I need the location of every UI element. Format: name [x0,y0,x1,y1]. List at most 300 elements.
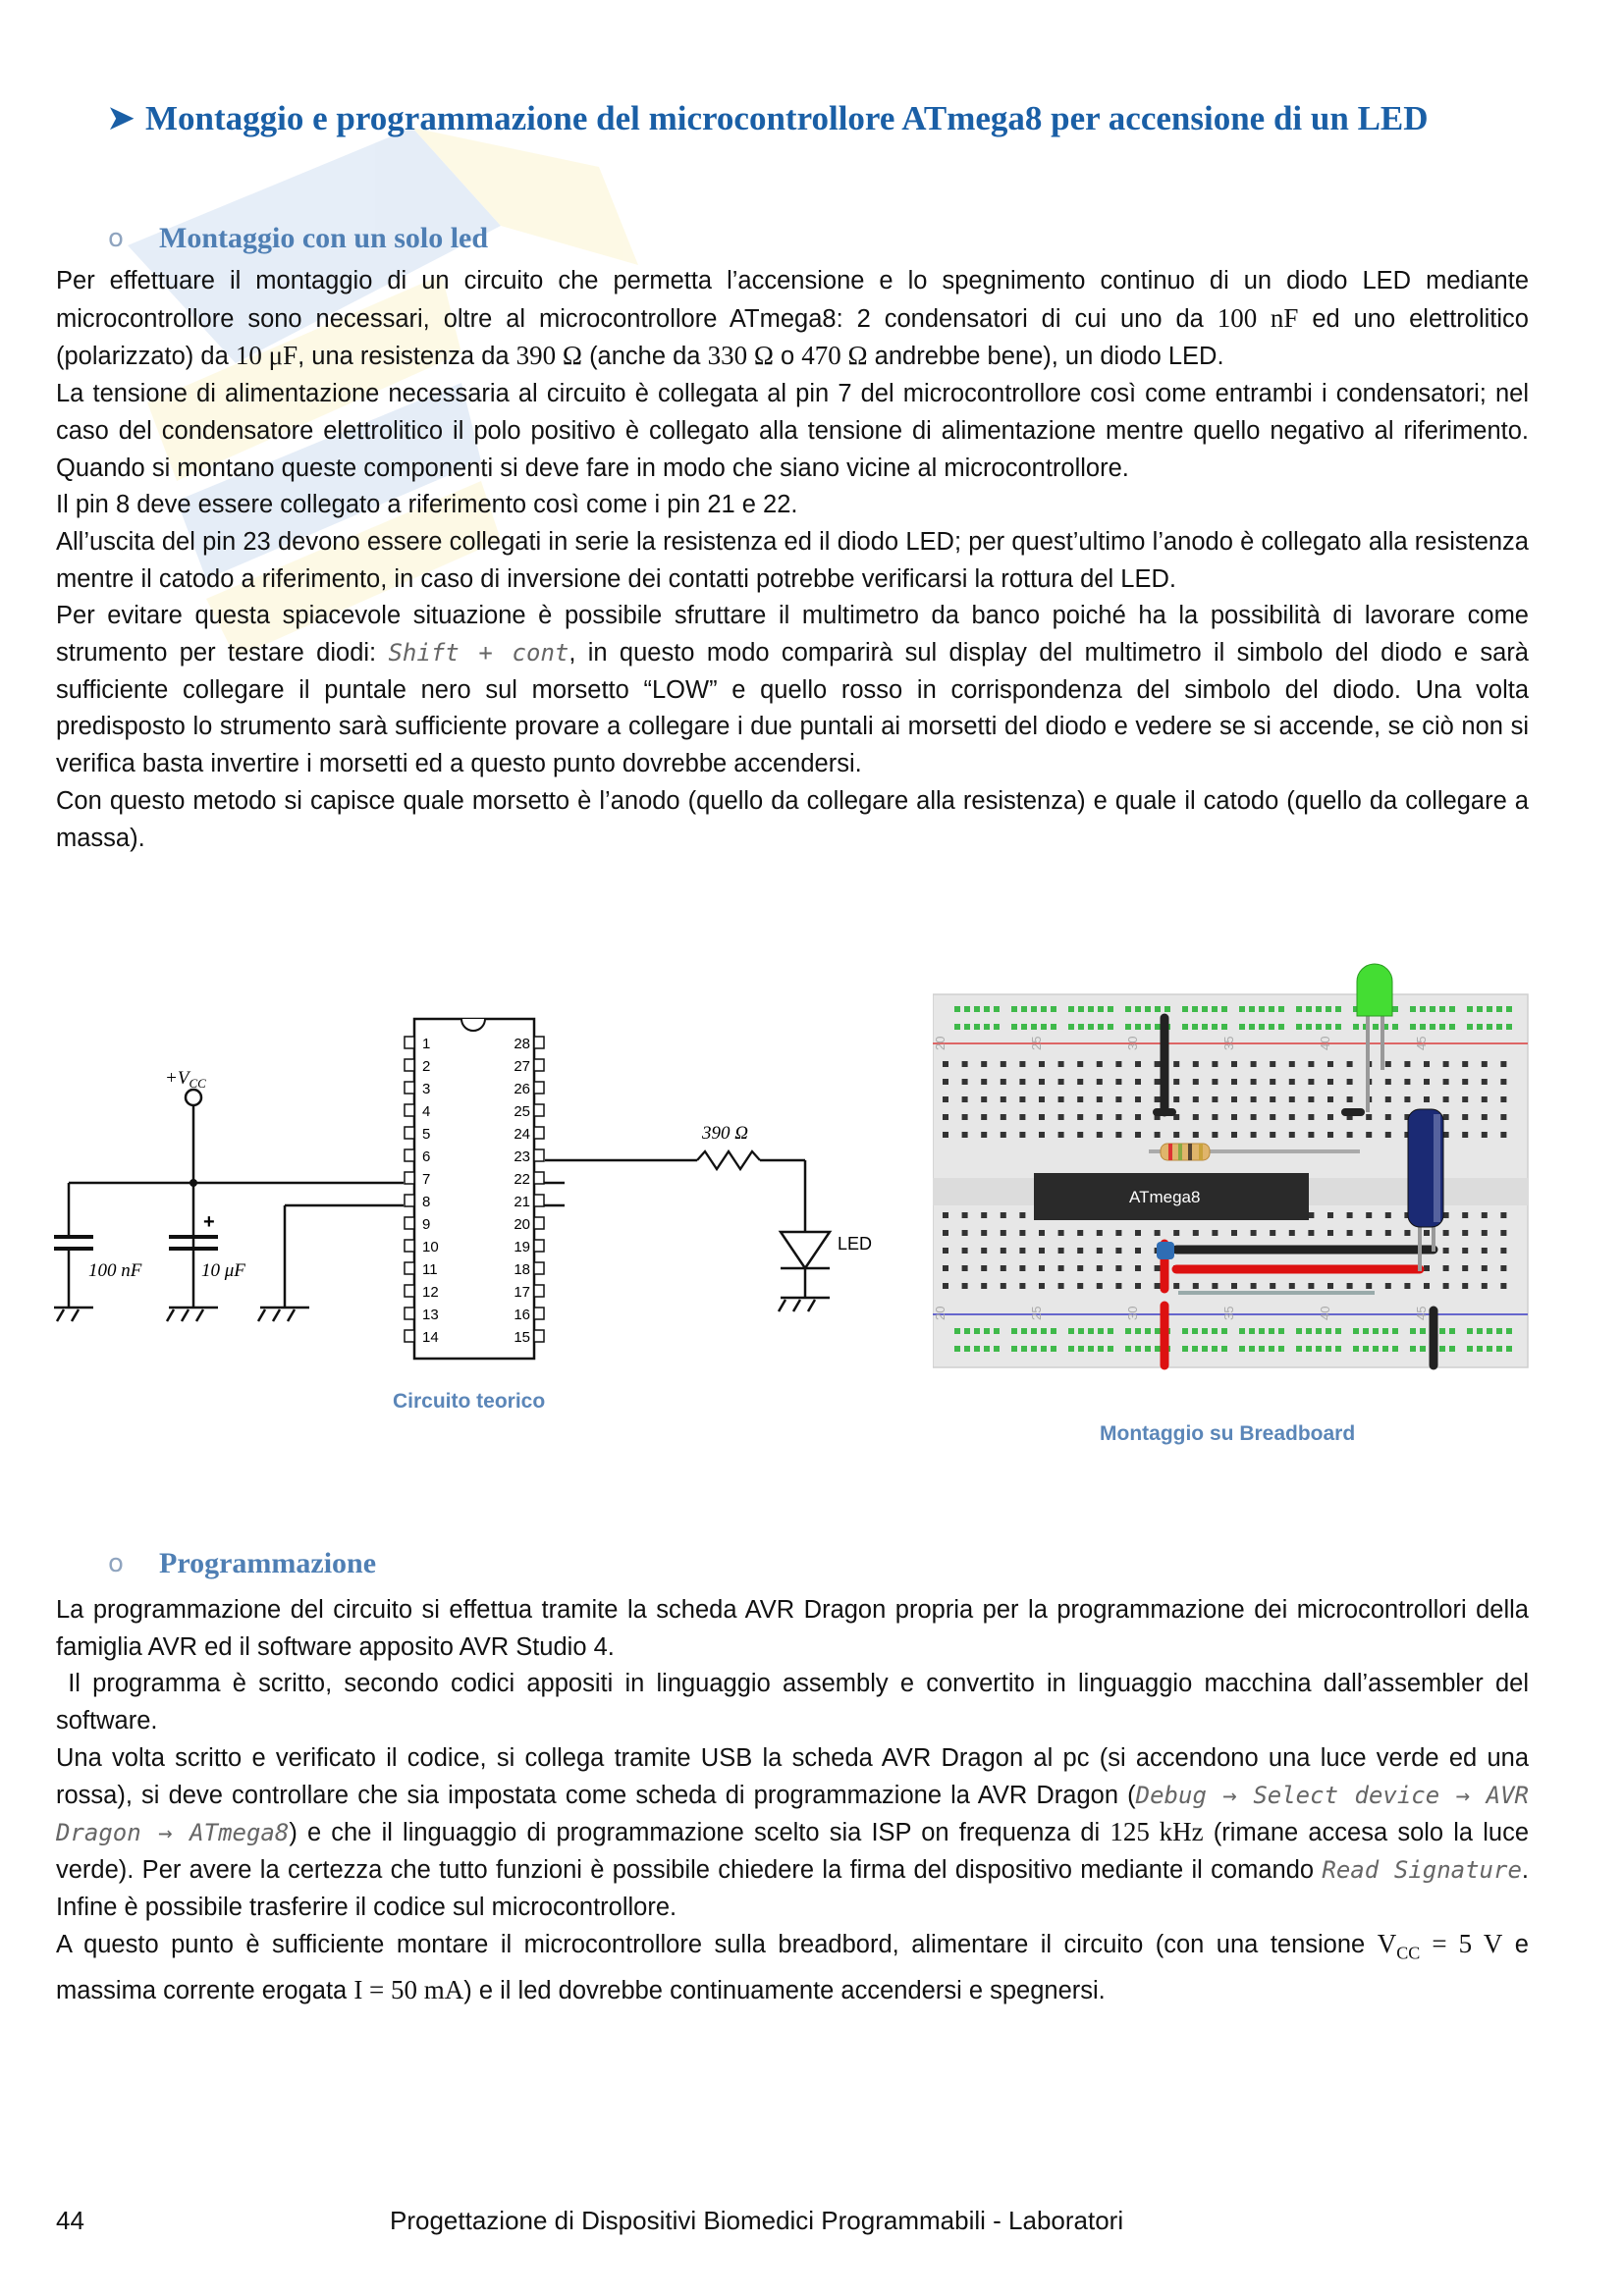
breadboard-hole [1221,1346,1227,1352]
breadboard-hole [1327,1132,1333,1138]
breadboard-hole [1251,1114,1257,1120]
pin-number: 5 [422,1126,431,1143]
breadboard-hole [1077,1230,1083,1236]
breadboard-hole [984,1006,990,1012]
breadboard-hole [1011,1024,1017,1030]
breadboard-hole [1327,1230,1333,1236]
breadboard-hole [962,1061,968,1067]
breadboard-hole [981,1212,987,1218]
breadboard-hole [1424,1265,1430,1271]
text: , in questo modo comparirà sul display del multimetro il simbolo del diodo e sarà sufficiente collegare il puntale nero sul morsetto “LOW” e quello rosso in corrispondenza del simbolo del diodo. Una volta predisposto lo strumento sarà sufficiente provare a collegare i due puntali ai morsetti del diodo e vedere se si accende, se ciò non si verifica basta invertire i morsetti ed a questo punto dovrebbe accendersi. [56,639,1529,778]
breadboard-hole [1051,1024,1056,1030]
breadboard-hole [1410,1006,1416,1012]
breadboard-hole [1439,1024,1445,1030]
breadboard-hole [1467,1346,1473,1352]
breadboard-hole [1410,1024,1416,1030]
breadboard-hole [1068,1024,1074,1030]
breadboard-hole [1058,1061,1064,1067]
breadboard-hole [1385,1132,1391,1138]
breadboard-hole [1439,1328,1445,1334]
breadboard-hole [974,1328,980,1334]
breadboard-hole [1270,1114,1275,1120]
breadboard-hole [1289,1114,1295,1120]
breadboard-hole [1115,1283,1121,1289]
breadboard-hole [1462,1212,1468,1218]
pin-number: 2 [422,1058,431,1075]
breadboard-hole [964,1024,970,1030]
breadboard-hole [1182,1346,1188,1352]
breadboard-hole [954,1024,960,1030]
breadboard-hole [1078,1346,1084,1352]
breadboard-hole [1039,1230,1045,1236]
vcc-terminal [186,1090,201,1105]
breadboard-hole [981,1079,987,1085]
breadboard-hole [1462,1114,1468,1120]
breadboard-hole [1482,1230,1488,1236]
breadboard-hole [1039,1248,1045,1254]
breadboard-hole [1482,1079,1488,1085]
breadboard-hole [1335,1346,1341,1352]
breadboard-hole [1296,1024,1302,1030]
breadboard-hole [1115,1248,1121,1254]
breadboard-hole [1430,1024,1435,1030]
breadboard-hole [1125,1346,1131,1352]
paragraph [56,598,1529,783]
breadboard-hole [1385,1061,1391,1067]
breadboard-hole [1088,1024,1094,1030]
pin-number: 7 [422,1171,431,1188]
breadboard-hole [962,1212,968,1218]
breadboard-hole [1077,1114,1083,1120]
breadboard-hole [1097,1248,1103,1254]
breadboard-hole [1496,1024,1502,1030]
breadboard-hole [1145,1346,1151,1352]
breadboard-hole [962,1265,968,1271]
breadboard-hole [1326,1006,1331,1012]
breadboard-hole [1041,1006,1047,1012]
breadboard-hole [1098,1006,1104,1012]
breadboard-hole [1270,1283,1275,1289]
breadboard-hole [1019,1061,1025,1067]
breadboard-hole [1443,1061,1449,1067]
breadboard-hole [1173,1061,1179,1067]
pin-number: 14 [422,1329,439,1346]
breadboard-hole [1193,1132,1199,1138]
breadboard-hole [1449,1328,1455,1334]
breadboard-hole [1382,1346,1388,1352]
breadboard-hole [1385,1212,1391,1218]
breadboard-hole [943,1283,948,1289]
main-heading [106,94,1540,143]
breadboard-hole [1487,1024,1492,1030]
breadboard-hole [1098,1346,1104,1352]
breadboard-hole [1098,1024,1104,1030]
breadboard-hole [1449,1006,1455,1012]
breadboard-hole [1482,1114,1488,1120]
green-led [1357,964,1392,1016]
code-text: Debug → Select device → AVR Dragon → ATmega8 [56,1781,1529,1847]
breadboard-hole [1212,1061,1218,1067]
breadboard-hole [1289,1079,1295,1085]
breadboard-hole [1482,1096,1488,1102]
breadboard-hole [1058,1114,1064,1120]
breadboard-hole [1021,1328,1027,1334]
breadboard-hole [954,1006,960,1012]
breadboard-hole [1500,1114,1506,1120]
breadboard-hole [1326,1346,1331,1352]
breadboard-hole [1439,1346,1445,1352]
breadboard-hole [1289,1132,1295,1138]
breadboard-hole [1251,1283,1257,1289]
breadboard-hole [1392,1346,1398,1352]
breadboard-hole [1477,1006,1483,1012]
breadboard-hole [1443,1248,1449,1254]
breadboard-hole [1462,1283,1468,1289]
breadboard-hole [1249,1024,1255,1030]
breadboard-hole [943,1230,948,1236]
breadboard-hole [1327,1283,1333,1289]
breadboard-hole [962,1114,968,1120]
pin-left [405,1308,414,1319]
column-number: 40 [1318,1306,1332,1320]
breadboard-hole [1001,1079,1006,1085]
breadboard-hole [1487,1346,1492,1352]
c1-label: 100 nF [88,1260,142,1281]
breadboard-hole [964,1006,970,1012]
breadboard-hole [1031,1328,1037,1334]
breadboard-hole [943,1061,948,1067]
breadboard-hole [1278,1346,1284,1352]
breadboard-hole [1155,1328,1161,1334]
column-number: 30 [1125,1036,1140,1050]
breadboard-hole [1249,1346,1255,1352]
breadboard-hole [1212,1024,1218,1030]
breadboard-hole [1482,1132,1488,1138]
breadboard-hole [1011,1328,1017,1334]
breadboard-hole [1021,1346,1027,1352]
breadboard-hole [1019,1230,1025,1236]
pin-right [534,1195,544,1206]
c2-label: 10 μF [201,1260,245,1281]
breadboard-hole [1270,1230,1275,1236]
value: 125 kHz [1110,1817,1204,1847]
breadboard-hole [1182,1024,1188,1030]
breadboard-hole [1270,1096,1275,1102]
text: Per effettuare il montaggio di un circuito che permetta l’accensione e lo spegnimento continuo di un diodo LED mediante microcontrollore sono necessari, oltre al microcontrollore ATmega8: 2 condensatori di cui uno da [56,267,1529,333]
breadboard-hole [1193,1061,1199,1067]
breadboard-hole [981,1114,987,1120]
breadboard-hole [1251,1230,1257,1236]
section-title: Montaggio con un solo led [159,222,489,254]
breadboard-hole [1019,1212,1025,1218]
breadboard-hole [1477,1346,1483,1352]
breadboard-hole [1443,1230,1449,1236]
breadboard-hole [1097,1230,1103,1236]
paragraph [56,263,1529,376]
breadboard-hole [1353,1346,1359,1352]
circuit-caption: Circuito teorico [393,1390,546,1413]
breadboard-hole [1347,1132,1353,1138]
breadboard-hole [1019,1079,1025,1085]
paragraph [56,1926,1529,2010]
breadboard-hole [1077,1096,1083,1102]
breadboard-hole [1231,1114,1237,1120]
breadboard-hole [1108,1328,1113,1334]
breadboard-hole [1269,1024,1274,1030]
breadboard-hole [1420,1006,1426,1012]
text: ) e che il linguaggio di programmazione scelto sia ISP on frequenza di [289,1819,1110,1847]
breadboard-hole [1115,1265,1121,1271]
breadboard-hole [974,1024,980,1030]
breadboard-hole [1001,1265,1006,1271]
breadboard-hole [1078,1328,1084,1334]
breadboard-hole [1192,1006,1198,1012]
paragraph: La programmazione del circuito si effettua tramite la scheda AVR Dragon propria per la programmazione dei microcontrollori della famiglia AVR ed il software apposito AVR Studio 4. [56,1596,1529,1661]
pin-number: 10 [422,1239,439,1255]
pin-number: 16 [514,1307,530,1323]
breadboard-hole [1145,1006,1151,1012]
breadboard-hole [1031,1346,1037,1352]
breadboard-hole [1420,1024,1426,1030]
breadboard-hole [1058,1265,1064,1271]
breadboard-hole [984,1328,990,1334]
breadboard-hole [1366,1114,1372,1120]
breadboard-hole [1259,1024,1265,1030]
breadboard-hole [1039,1061,1045,1067]
breadboard-hole [1449,1346,1455,1352]
breadboard-hole [1373,1346,1379,1352]
pin-left [405,1104,414,1116]
breadboard-hole [974,1346,980,1352]
pin-number: 25 [514,1103,530,1120]
breadboard-hole [1462,1248,1468,1254]
breadboard-hole [964,1346,970,1352]
breadboard-hole [1506,1346,1512,1352]
pin-left [405,1195,414,1206]
breadboard-hole [1193,1096,1199,1102]
breadboard-hole [1500,1248,1506,1254]
breadboard-hole [1366,1283,1372,1289]
pin-number: 23 [514,1148,530,1165]
breadboard-hole [943,1079,948,1085]
pin-number: 19 [514,1239,530,1255]
breadboard-hole [1135,1114,1141,1120]
pin-right [534,1149,544,1161]
breadboard-hole [1202,1328,1208,1334]
text: . Infine è possibile trasferire il codice sul microcontrollore. [56,1855,1529,1921]
breadboard-hole [1097,1114,1103,1120]
breadboard-hole [1041,1328,1047,1334]
pin-left [405,1059,414,1071]
breadboard-hole [1270,1132,1275,1138]
pin-number: 18 [514,1261,530,1278]
breadboard-hole [1097,1132,1103,1138]
column-number: 20 [933,1306,947,1320]
breadboard-hole [1496,1346,1502,1352]
column-number: 25 [1029,1306,1044,1320]
breadboard-hole [943,1212,948,1218]
breadboard-hole [1164,1006,1170,1012]
breadboard-hole [1506,1024,1512,1030]
breadboard-hole [1487,1328,1492,1334]
pin-number: 27 [514,1058,530,1075]
breadboard-hole [1443,1096,1449,1102]
breadboard-hole [1212,1230,1218,1236]
breadboard-hole [1135,1230,1141,1236]
breadboard-hole [1420,1346,1426,1352]
chip-label: ATmega8 [1129,1188,1201,1206]
breadboard-hole [962,1230,968,1236]
pin-right [534,1104,544,1116]
circle-bullet-icon: o [108,1549,124,1578]
breadboard-hole [1500,1096,1506,1102]
breadboard-hole [1202,1024,1208,1030]
pin-left [405,1330,414,1342]
breadboard-hole [1327,1079,1333,1085]
breadboard-hole [1462,1265,1468,1271]
breadboard-hole [1019,1283,1025,1289]
breadboard-hole [1135,1024,1141,1030]
breadboard-hole [1001,1132,1006,1138]
breadboard-hole [1251,1061,1257,1067]
circle-bullet-icon: o [108,224,124,253]
breadboard-hole [1058,1096,1064,1102]
breadboard-hole [1155,1096,1161,1102]
breadboard-hole [1001,1212,1006,1218]
text: ) e il led dovrebbe continuamente accendersi e spegnersi. [463,1977,1106,2005]
breadboard-hole [981,1061,987,1067]
breadboard-hole [1239,1328,1245,1334]
breadboard-hole [1125,1024,1131,1030]
breadboard-hole [1041,1024,1047,1030]
breadboard-hole [1001,1061,1006,1067]
pin-number: 21 [514,1194,530,1210]
pin-number: 26 [514,1081,530,1097]
breadboard-hole [1058,1079,1064,1085]
page-number: 44 [56,2206,84,2235]
breadboard-hole [1385,1096,1391,1102]
breadboard-hole [1221,1006,1227,1012]
breadboard-hole [1385,1114,1391,1120]
pin-number: 28 [514,1036,530,1052]
paragraph: All’uscita del pin 23 devono essere collegati in serie la resistenza ed il diodo LED; per quest’ultimo l’anodo è collegato alla resistenza mentre il catodo a riferimento, in caso di inversione dei contatti potrebbe verificarsi la rottura del LED. [56,527,1529,593]
pin-number: 8 [422,1194,431,1210]
pin-left [405,1149,414,1161]
breadboard-hole [1392,1024,1398,1030]
breadboard-hole [1145,1024,1151,1030]
footer-title: Progettazione di Dispositivi Biomedici Programmabili - Laboratori [390,2206,1124,2235]
breadboard-hole [1077,1248,1083,1254]
breadboard-hole [1097,1079,1103,1085]
breadboard-hole [994,1006,1000,1012]
breadboard-hole [962,1079,968,1085]
breadboard-hole [1231,1061,1237,1067]
breadboard-hole [1039,1096,1045,1102]
breadboard-hole [1347,1283,1353,1289]
breadboard-hole [1182,1328,1188,1334]
breadboard-hole [1424,1061,1430,1067]
breadboard-hole [1088,1006,1094,1012]
breadboard-hole [1077,1283,1083,1289]
breadboard-hole [1424,1230,1430,1236]
breadboard-hole [943,1132,948,1138]
resistor-label: 390 Ω [702,1123,748,1144]
text: A questo punto è sufficiente montare il microcontrollore sulla breadbord, alimentare il circuito (con una tensione [56,1931,1378,1959]
breadboard-hole [1289,1096,1295,1102]
column-number: 35 [1221,1306,1236,1320]
text: (rimane accesa solo la luce verde). Per avere la certezza che tutto funzioni è possibile chiedere la firma del dispositivo mediante il comando [56,1819,1530,1884]
breadboard-hole [1021,1006,1027,1012]
breadboard-hole [1173,1132,1179,1138]
breadboard-hole [1078,1006,1084,1012]
breadboard-hole [1308,1230,1314,1236]
breadboard-hole [1500,1230,1506,1236]
pin-number: 11 [422,1261,438,1278]
breadboard-hole [1424,1096,1430,1102]
breadboard-hole [1108,1346,1113,1352]
breadboard-hole [1135,1328,1141,1334]
breadboard-hole [1077,1265,1083,1271]
breadboard-hole [1135,1283,1141,1289]
breadboard-hole [1088,1328,1094,1334]
pin-number: 13 [422,1307,439,1323]
breadboard-hole [1182,1006,1188,1012]
breadboard-hole [1327,1114,1333,1120]
breadboard-hole [1404,1096,1410,1102]
breadboard-hole [1135,1079,1141,1085]
breadboard-hole [1041,1346,1047,1352]
breadboard-hole [1296,1006,1302,1012]
breadboard-hole [943,1096,948,1102]
breadboard-hole [1193,1283,1199,1289]
breadboard-hole [981,1265,987,1271]
breadboard-hole [962,1283,968,1289]
breadboard-hole [1173,1079,1179,1085]
breadboard-hole [1145,1328,1151,1334]
breadboard-hole [1212,1283,1218,1289]
breadboard-hole [1496,1328,1502,1334]
pin-right [534,1240,544,1252]
breadboard-hole [1259,1346,1265,1352]
breadboard-hole [1192,1024,1198,1030]
column-number: 45 [1414,1036,1429,1050]
section2-body [56,1592,1537,2010]
pin-right [534,1059,544,1071]
breadboard-hole [1251,1079,1257,1085]
breadboard-hole [1039,1079,1045,1085]
breadboard-hole [974,1006,980,1012]
breadboard-hole [1097,1061,1103,1067]
breadboard-hole [1097,1096,1103,1102]
breadboard-hole [1477,1024,1483,1030]
breadboard-hole [1019,1265,1025,1271]
breadboard-hole [1155,1132,1161,1138]
breadboard-hole [1482,1061,1488,1067]
breadboard-hole [1385,1079,1391,1085]
breadboard-hole [1173,1096,1179,1102]
pin-left [405,1240,414,1252]
breadboard-hole [1077,1079,1083,1085]
breadboard-hole [943,1114,948,1120]
breadboard-hole [1212,1132,1218,1138]
breadboard-hole [1108,1024,1113,1030]
breadboard-hole [1249,1006,1255,1012]
breadboard-hole [1115,1132,1121,1138]
breadboard-hole [1316,1346,1322,1352]
breadboard-hole [1251,1096,1257,1102]
pin-number: 3 [422,1081,431,1097]
breadboard-hole [1462,1079,1468,1085]
